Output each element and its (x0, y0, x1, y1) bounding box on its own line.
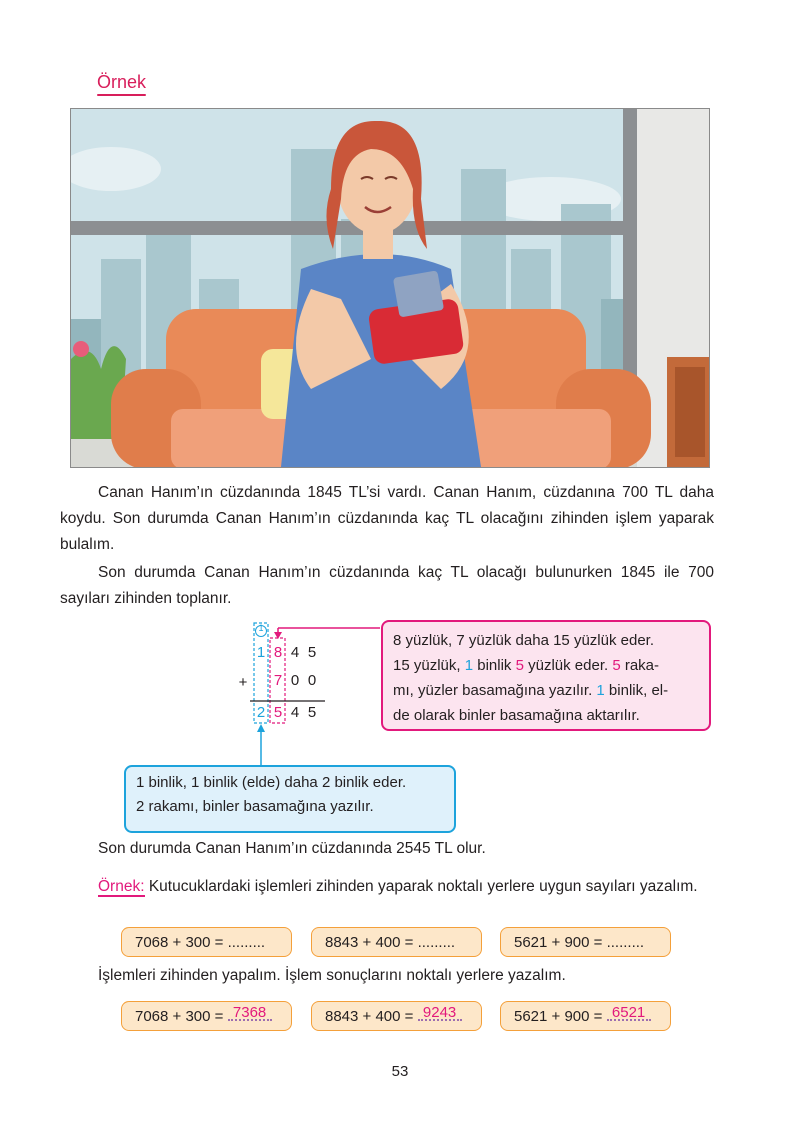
result-tens: 4 (290, 704, 300, 721)
page-number: 53 (391, 1063, 409, 1080)
carry-digit: 1 (258, 623, 264, 633)
row1-hundreds: 8 (273, 644, 283, 661)
answer-value-3: 6521 (611, 1004, 646, 1021)
thousands-explanation-callout: 1 binlik, 1 binlik (elde) daha 2 binlik eder. 2 rakamı, binler basamağına yazılır. (124, 765, 456, 833)
row2-hundreds: 7 (273, 672, 283, 689)
example-label: Örnek: (98, 878, 145, 895)
addition-guides (230, 620, 390, 770)
example-heading: Örnek (97, 72, 146, 96)
answer-box-1: 7068 + 300 = 7368 (121, 1001, 292, 1031)
answer-value-2: 9243 (422, 1004, 457, 1021)
row1-tens: 4 (290, 644, 300, 661)
second-example-paragraph: Örnek: Kutucuklardaki işlemleri zihinden yaparak noktalı yerlere uygun sayıları yazalım. (98, 878, 698, 895)
result-ones: 5 (307, 704, 317, 721)
row1-thousands: 1 (256, 644, 266, 661)
problem-paragraph: Canan Hanım’ın cüzdanında 1845 TL’si vardı. Canan Hanım, cüzdanına 700 TL daha koydu. Son durumda Canan Hanım’ın cüzdanında kaç TL olacağını zihinden işlem yaparak bulalım. (60, 484, 714, 553)
result-paragraph: Son durumda Canan Hanım’ın cüzdanında 2545 TL olur. (98, 840, 486, 857)
plus-operator: + (238, 674, 248, 691)
explanation-paragraph: Son durumda Canan Hanım’ın cüzdanında kaç TL olacağı bulunurken 1845 ile 700 sayıları zihinden toplanır. (60, 564, 714, 607)
row2-tens: 0 (290, 672, 300, 689)
answer-value-1: 7368 (232, 1004, 267, 1021)
row2-ones: 0 (307, 672, 317, 689)
instruction-paragraph: İşlemleri zihinden yapalım. İşlem sonuçlarını noktalı yerlere yazalım. (98, 967, 566, 984)
exercise-box-1: 7068 + 300 = ......... (121, 927, 292, 957)
illustration-woman-with-wallet (70, 108, 710, 468)
answer-box-3: 5621 + 900 = 6521 (500, 1001, 671, 1031)
exercise-box-3: 5621 + 900 = ......... (500, 927, 671, 957)
answer-box-2: 8843 + 400 = 9243 (311, 1001, 482, 1031)
hundreds-explanation-callout: 8 yüzlük, 7 yüzlük daha 15 yüzlük eder. 15 yüzlük, 1 binlik 5 yüzlük eder. 5 raka- mı, yüzler basamağına yazılır. 1 binlik, el- de olarak binler basamağına aktarılır. (381, 620, 711, 731)
result-thousands: 2 (256, 704, 266, 721)
result-hundreds: 5 (273, 704, 283, 721)
row1-ones: 5 (307, 644, 317, 661)
exercise-box-2: 8843 + 400 = ......... (311, 927, 482, 957)
